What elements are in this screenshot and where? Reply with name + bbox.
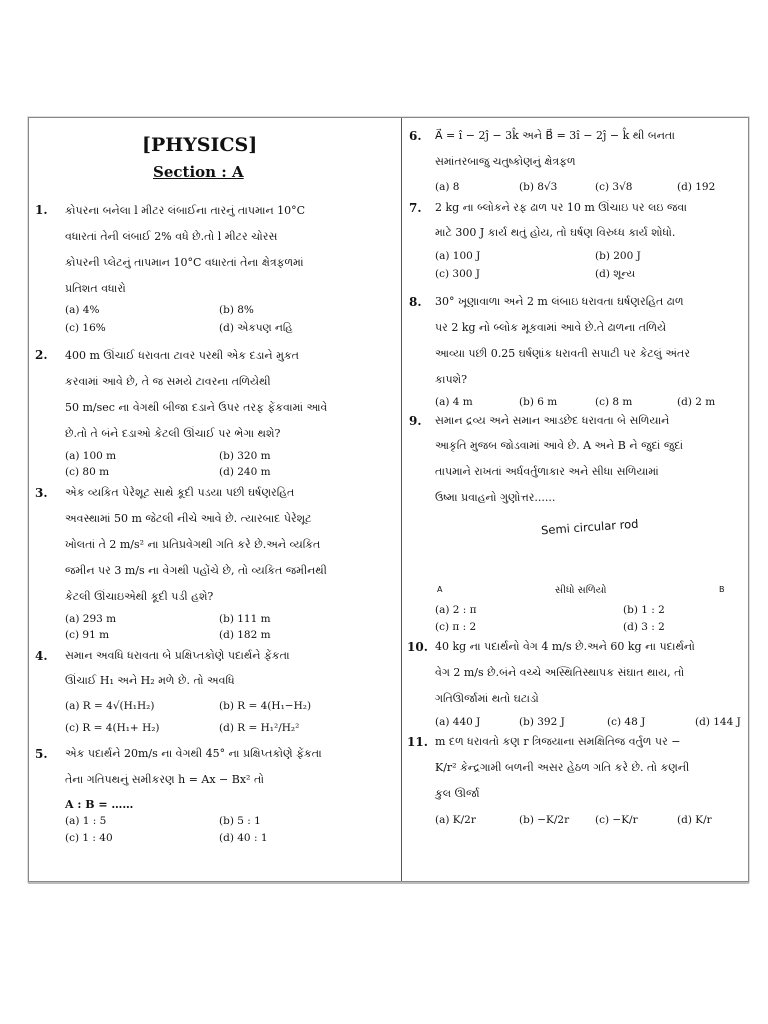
option-c: (c) 48 J: [607, 716, 646, 728]
option-c: (c) 8 m: [595, 396, 633, 408]
question-line: ઊંચાઈ H₁ અને H₂ મળે છે. તો અવધિ: [65, 674, 235, 687]
end-b-label: B: [719, 585, 725, 594]
question-line: વેગ 2 m/s છે.બંને વચ્ચે અસ્થિતિસ્થાપક સંઘાત થાય, તો: [435, 666, 685, 679]
option-a: (a) 4 m: [435, 396, 473, 408]
section-heading: Section : A: [153, 163, 244, 181]
option-c: (c) 300 J: [435, 268, 480, 280]
question-line: આકૃતિ મુજબ જોડવામાં આવે છે. A અને B ને જુદાં જુદાં: [435, 439, 684, 452]
option-c: (c) 1 : 40: [65, 832, 113, 844]
option-d: (d) 40 : 1: [219, 832, 268, 844]
question-paper: [28, 117, 749, 882]
question-line: ઉષ્મા પ્રવાહનો ગુણોત્તર......: [435, 491, 556, 504]
option-b: (b) 8%: [219, 304, 254, 316]
question-line: તેના ગતિપથનું સમીકરણ h = Ax − Bx² તો: [65, 773, 265, 786]
option-d: (d) 182 m: [219, 629, 271, 641]
question-line: કરવામાં આવે છે, તે જ સમયે ટાવરના તળિયેથી: [65, 375, 271, 388]
option-d: (d) એકપણ નહિ: [219, 322, 293, 334]
option-d: (d) 144 J: [695, 716, 741, 728]
option-b: (b) 111 m: [219, 613, 271, 625]
question-line: સમાન દ્રવ્ય અને સમાન આડછેદ ધરાવતા બે સળિયાને: [435, 414, 670, 427]
question-line: કુલ ઊર્જા: [435, 787, 480, 800]
question-line: તાપમાને રાખતાં અર્ધવર્તુળાકાર અને સીધા સળિયામાં: [435, 465, 659, 478]
question-line: સમાંતરબાજુ ચતુષ્કોણનું ક્ષેત્રફળ: [435, 155, 576, 168]
question-number: 6.: [409, 129, 422, 143]
end-a-label: A: [437, 585, 443, 594]
question-line: છે.તો તે બંને દડાઓ કેટલી ઊંચાઈ પર ભેગા થશે?: [65, 427, 281, 440]
question-line: આવ્યા પછી 0.25 ઘર્ષણાંક ધરાવતી સપાટી પર કેટલું અંતર: [435, 347, 691, 360]
question-number: 9.: [409, 414, 422, 428]
question-line: 50 m/sec ના વેગથી બીજા દડાને ઉપર તરફ ફેંકવામાં આવે: [65, 401, 328, 414]
question-number: 3.: [35, 486, 48, 500]
option-a: (a) K/2r: [435, 814, 476, 826]
question-line: 2 kg ના બ્લોકને રફ ઢાળ પર 10 m ઊંચાઇ પર લઇ જવા: [435, 201, 687, 214]
option-a: (a) 100 J: [435, 250, 481, 262]
question-line: ગતિઊર્જામાં થતો ઘટાડો: [435, 692, 539, 705]
question-number: 8.: [409, 295, 422, 309]
semi-circular-rod-label: Semi circular rod: [540, 516, 639, 538]
option-d: (d) શૂન્ય: [595, 268, 636, 280]
question-line: 400 m ઊંચાઈ ધરાવતા ટાવર પરથી એક દડાને મુકત: [65, 349, 299, 362]
option-b: (b) 200 J: [595, 250, 641, 262]
question-number: 10.: [407, 640, 428, 654]
option-a: (a) 100 m: [65, 450, 117, 462]
question-number: 11.: [407, 735, 428, 749]
question-line: સમાન અવધિ ધરાવતા બે પ્રક્ષિપ્તકોણે પદાર્થને ફેંકતા: [65, 649, 290, 662]
question-line: A : B = ……: [65, 798, 134, 811]
question-line: A⃗ = î − 2ĵ − 3k̂ અને B⃗ = 3î − 2ĵ − k̂ થી બનતા: [435, 129, 675, 142]
option-c: (c) π : 2: [435, 621, 477, 633]
question-number: 7.: [409, 201, 422, 215]
question-line: કોપરના બનેલા l મીટર લંબાઈના તારનું તાપમાન 10°C: [65, 204, 306, 217]
option-b: (b) 8√3: [519, 181, 558, 193]
option-b: (b) 5 : 1: [219, 815, 261, 827]
option-d: (d) R = H₁²/H₂²: [219, 722, 300, 734]
option-b: (b) R = 4(H₁−H₂): [219, 700, 312, 712]
question-line: પ્રતિશત વધારો: [65, 282, 126, 295]
option-c: (c) 3√8: [595, 181, 633, 193]
option-c: (c) −K/r: [595, 814, 638, 826]
column-divider: [401, 118, 402, 881]
question-number: 4.: [35, 649, 48, 663]
option-c: (c) 80 m: [65, 466, 110, 478]
option-a: (a) 293 m: [65, 613, 117, 625]
option-d: (d) 240 m: [219, 466, 271, 478]
question-number: 2.: [35, 348, 48, 362]
question-number: 5.: [35, 747, 48, 761]
question-line: પર 2 kg નો બ્લોક મૂકવામાં આવે છે.તે ઢાળના તળિયે: [435, 321, 667, 334]
option-d: (d) 2 m: [677, 396, 716, 408]
question-line: 40 kg ના પદાર્થનો વેગ 4 m/s છે.અને 60 kg ના પદાર્થનો: [435, 640, 695, 653]
option-c: (c) R = 4(H₁+ H₂): [65, 722, 160, 734]
option-a: (a) 2 : π: [435, 604, 477, 616]
question-line: ખોલતાં તે 2 m/s² ના પ્રતિપ્રવેગથી ગતિ કરે છે.અને વ્યકિત: [65, 538, 321, 551]
option-b: (b) −K/2r: [519, 814, 570, 826]
option-d: (d) K/r: [677, 814, 712, 826]
question-line: અવસ્થામાં 50 m જેટલી નીચે આવે છે. ત્યારબાદ પેરેશૂટ: [65, 512, 312, 525]
option-b: (b) 392 J: [519, 716, 565, 728]
question-line: એક વ્યકિત પેરેશૂટ સાથે કૂદી પડયા પછી ઘર્ષણરહિત: [65, 486, 295, 499]
page-title: [PHYSICS]: [142, 134, 258, 156]
option-b: (b) 320 m: [219, 450, 271, 462]
question-line: વધારતાં તેની લંબાઈ 2% વધે છે.તો l મીટર ચોરસ: [65, 230, 278, 243]
question-line: m દળ ધરાવતો કણ r ત્રિજયાના સમક્ષિતિજ વર્તુળ પર −: [435, 735, 681, 748]
question-line: કેટલી ઊંચાઇએથી કૂદી પડી હશે?: [65, 590, 214, 603]
option-c: (c) 16%: [65, 322, 106, 334]
question-line: જમીન પર 3 m/s ના વેગથી પહોંચે છે, તો વ્યકિત જમીનથી: [65, 564, 327, 577]
question-line: કાપશે?: [435, 373, 467, 386]
option-d: (d) 192: [677, 181, 716, 193]
question-number: 1.: [35, 203, 48, 217]
option-c: (c) 91 m: [65, 629, 110, 641]
option-b: (b) 6 m: [519, 396, 558, 408]
option-a: (a) 8: [435, 181, 460, 193]
question-line: 30° ખૂણાવાળા અને 2 m લંબાઇ ધરાવતા ઘર્ષણરહિત ઢાળ: [435, 295, 684, 308]
option-a: (a) 440 J: [435, 716, 481, 728]
option-d: (d) 3 : 2: [623, 621, 665, 633]
option-a: (a) R = 4√(H₁H₂): [65, 700, 155, 712]
option-a: (a) 4%: [65, 304, 100, 316]
question-line: કોપરની પ્લેટનું તાપમાન 10°C વધારતાં તેના ક્ષેત્રફળમાં: [65, 256, 304, 269]
question-line: એક પદાર્થને 20m/s ના વેગથી 45° ના પ્રક્ષિપ્તકોણે ફેંકતા: [65, 747, 322, 760]
question-line: માટે 300 J કાર્ય થતું હોય, તો ઘર્ષણ વિરુધ્ધ કાર્ય શોધો.: [435, 226, 676, 239]
option-b: (b) 1 : 2: [623, 604, 665, 616]
option-a: (a) 1 : 5: [65, 815, 107, 827]
question-line: K/r² કેન્દ્રગામી બળની અસર હેઠળ ગતિ કરે છે. તો કણની: [435, 761, 690, 774]
straight-rod-label: સીધો સળિયો: [555, 585, 607, 596]
